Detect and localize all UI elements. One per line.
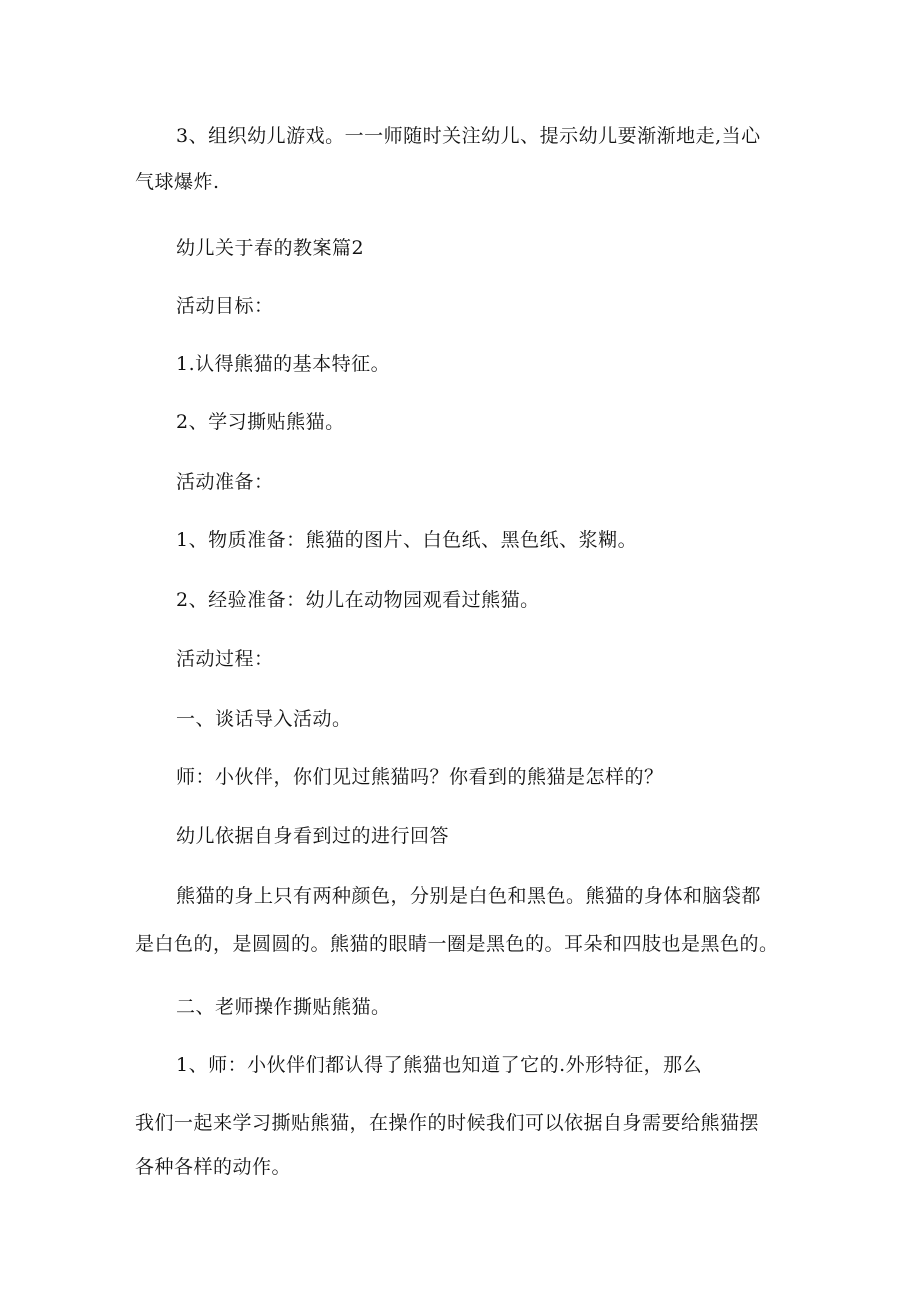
paragraph-line: 1、师：小伙伴们都认得了熊猫也知道了它的.外形特征，那么 [176, 1054, 703, 1076]
paragraph-line: 活动准备： [176, 471, 274, 493]
paragraph-line: 幼儿依据自身看到过的进行回答 [176, 825, 450, 847]
paragraph-line: 熊猫的身上只有两种颜色，分别是白色和黑色。熊猫的身体和脑袋都 [176, 885, 762, 907]
paragraph-line: 师：小伙伴，你们见过熊猫吗？你看到的熊猫是怎样的？ [176, 766, 664, 788]
paragraph-line: 气球爆炸. [135, 171, 220, 193]
paragraph-line: 我们一起来学习撕贴熊猫，在操作的时候我们可以依据自身需要给熊猫摆 [135, 1112, 760, 1134]
paragraph-line: 活动目标： [176, 295, 274, 317]
section-heading: 幼儿关于春的教案篇2 [176, 237, 365, 259]
paragraph-line: 1、物质准备：熊猫的图片、白色纸、黑色纸、浆糊。 [176, 529, 638, 551]
paragraph-line: 一、谈话导入活动。 [176, 708, 352, 730]
paragraph-line: 活动过程： [176, 648, 274, 670]
paragraph-line: 二、老师操作撕贴熊猫。 [176, 996, 391, 1018]
paragraph-line: 各种各样的动作。 [135, 1156, 292, 1178]
paragraph-line: 2、学习撕贴熊猫。 [176, 411, 345, 433]
paragraph-line: 1.认得熊猫的基本特征。 [176, 353, 391, 375]
paragraph-line: 是白色的，是圆圆的。熊猫的眼睛一圈是黑色的。耳朵和四肢也是黑色的。 [135, 933, 779, 955]
paragraph-line: 3、组织幼儿游戏。一一师随时关注幼儿、提示幼儿要渐渐地走,当心 [176, 125, 761, 147]
paragraph-line: 2、经验准备：幼儿在动物园观看过熊猫。 [176, 589, 540, 611]
